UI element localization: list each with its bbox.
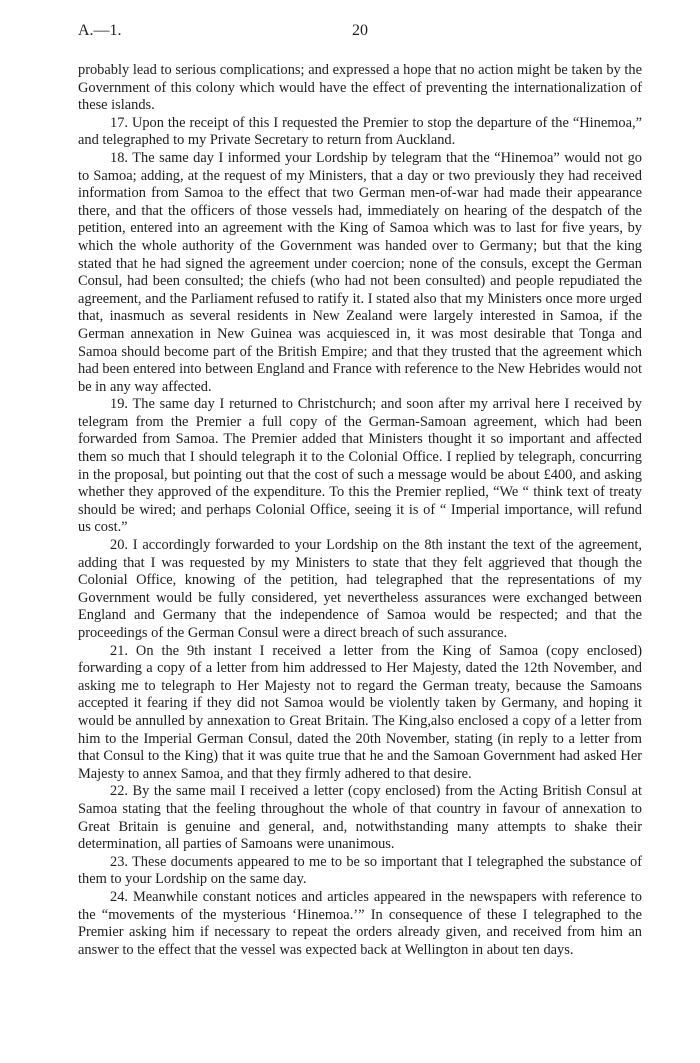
- paragraph-22: 22. By the same mail I received a letter (copy enclosed) from the Acting British Consul at Samoa stating that the feeling throughout the whole of that country in favour of annexation to Great Britain is genuine and general, and, notwithstanding many attempts to shake their determination, all parties of Samoans were unanimous.: [78, 783, 642, 853]
- paragraph-17: 17. Upon the receipt of this I requested the Premier to stop the departure of the “Hinemoa,” and telegraphed to my Private Secretary to return from Auckland.: [78, 114, 642, 149]
- document-body: [78, 62, 642, 959]
- paragraph-21: 21. On the 9th instant I received a letter from the King of Samoa (copy enclosed) forwarding a copy of a letter from him addressed to Her Majesty, dated the 12th November, and asking me to telegraph to Her Majesty not to regard the German treaty, because the Samoans accepted it fearing if they did not Samoa would be violently taken by Germany, and hoping it would be annulled by annexation to Great Britain. The King,also enclosed a copy of a letter from him to the Imperial German Consul, dated the 20th November, stating (in reply to a letter from that Consul to the King) that it was quite true that he and the Samoan Government had asked Her Majesty to annex Samoa, and that they firmly adhered to that desire.: [78, 642, 642, 782]
- paragraph-19: 19. The same day I returned to Christchurch; and soon after my arrival here I received by telegram from the Premier a full copy of the German-Samoan agreement, which had been forwarded from Samoa. The Premier added that Ministers thought it so important and affected them so much that I should telegraph it to the Colonial Office. I replied by telegraph, concurring in the proposal, but pointing out that the cost of such a message would be about £400, and asking whether they approved of the expenditure. To this the Premier replied, “We “ think text of treaty should be wired; and perhaps Colonial Office, seeing it is of “ Imperial importance, will refund us cost.”: [78, 396, 642, 536]
- paragraph-16-continuation: probably lead to serious complications; and expressed a hope that no action might be taken by the Government of this colony which would have the effect of preventing the internationalization of these islands.: [78, 62, 642, 114]
- paragraph-20: 20. I accordingly forwarded to your Lordship on the 8th instant the text of the agreement, adding that I was requested by my Ministers to state that they felt aggrieved that though the Colonial Office, knowing of the petition, had telegraphed that the representations of my Government would be fully considered, yet nevertheless assurances were exchanged between England and Germany that the independence of Samoa would be respected; and that the proceedings of the German Consul were a direct breach of such assurance.: [78, 537, 642, 641]
- paragraph-18: 18. The same day I informed your Lordship by telegram that the “Hinemoa” would not go to Samoa; adding, at the request of my Ministers, that a day or two previously they had received information from Samoa to the effect that two German men-of-war had made their appearance there, and that the officers of those vessels had, immediately on hearing of the despatch of the petition, entered into an agreement with the King of Samoa which was to last for five years, by which the whole authority of the Government was handed over to Germany; but that the king stated that he had signed the agreement under coercion; none of the consuls, except the German Consul, had been consulted; the chiefs (who had not been consulted) and people repudiated the agreement, and the Parliament refused to ratify it. I stated also that my Ministers once more urged that, inasmuch as several residents in New Zealand were largely interested in Samoa, if the German annexation in New Guinea was acquiesced in, it was most desirable that Tonga and Samoa should become part of the British Empire; and that they trusted that the agreement which had been entered into between England and France with reference to the New Hebrides would not be in any way affected.: [78, 149, 642, 395]
- paragraph-24: 24. Meanwhile constant notices and articles appeared in the newspapers with reference to the “movements of the mysterious ‘Hinemoa.’” In consequence of these I telegraphed to the Premier asking him if necessary to repeat the orders already given, and received from him an answer to the effect that the vessel was expected back at Wellington in about ten days.: [78, 888, 642, 958]
- page-header: [78, 22, 642, 46]
- document-page: [78, 22, 642, 959]
- document-reference: A.—1.: [78, 22, 122, 39]
- paragraph-23: 23. These documents appeared to me to be so important that I telegraphed the substance of them to your Lordship on the same day.: [78, 853, 642, 888]
- page-number: 20: [352, 22, 368, 39]
